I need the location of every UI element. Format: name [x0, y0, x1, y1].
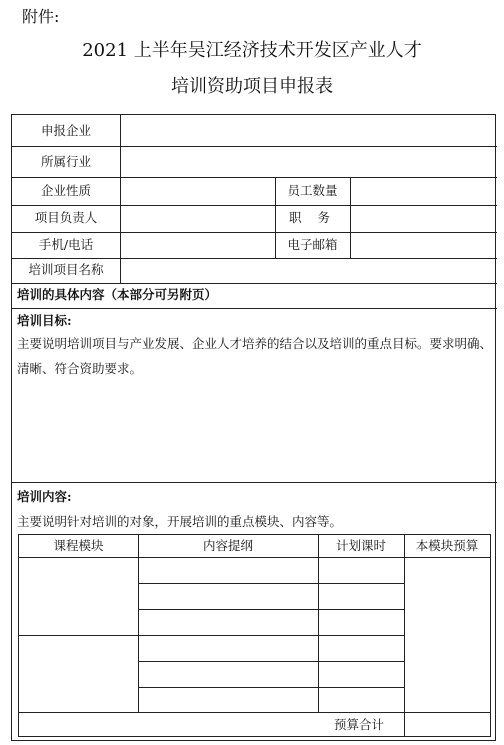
row-divider	[12, 232, 497, 233]
content-description: 主要说明针对培训的对象，开展培训的重点模块、内容等。	[17, 514, 343, 529]
table-row-divider	[138, 583, 404, 584]
table-group-divider	[19, 635, 404, 636]
table-row-divider	[138, 609, 404, 610]
row-divider	[12, 177, 497, 178]
page-title-line2: 培训资助项目申报表	[171, 76, 333, 97]
row-divider	[12, 146, 497, 147]
table-total-divider	[19, 712, 490, 713]
header-content-outline: 内容提纲	[202, 538, 253, 553]
phone-label: 手机/电话	[38, 237, 94, 252]
row-divider	[12, 308, 497, 309]
email-label: 电子邮箱	[287, 237, 338, 252]
budget-total-label: 预算合计	[334, 717, 385, 732]
header-planned-hours: 计划课时	[335, 538, 386, 553]
row-divider	[12, 283, 497, 284]
attachment-label: 附件:	[22, 7, 60, 26]
industry-label: 所属行业	[40, 154, 91, 169]
row-divider	[12, 205, 497, 206]
label-column-divider	[120, 115, 121, 283]
table-column-divider	[138, 535, 139, 712]
content-label: 培训内容:	[17, 489, 72, 504]
goal-description: 主要说明培训项目与产业发展、企业人才培养的结合以及培训的重点目标。要求明确、清晰、符合资助要求。	[17, 336, 493, 376]
application-form	[11, 114, 496, 741]
nature-label: 企业性质	[40, 183, 91, 198]
row-divider	[12, 258, 497, 259]
goal-heading: 培训目标:	[17, 313, 72, 328]
applicant-label: 申报企业	[40, 123, 91, 138]
employees-label: 员工数量	[287, 183, 338, 198]
header-course-module: 课程模块	[53, 538, 104, 553]
table-row-divider	[138, 687, 404, 688]
table-row-divider	[138, 661, 404, 662]
table-header-divider	[19, 557, 490, 558]
section-divider	[12, 482, 497, 483]
table-column-divider	[318, 535, 319, 712]
project-name-label: 培训项目名称	[28, 262, 104, 277]
content-heading: 培训的具体内容（本部分可另附页）	[17, 287, 218, 302]
module-table	[18, 534, 491, 737]
mid-column-divider	[350, 177, 351, 258]
page-title-line1: 2021 上半年吴江经济技术开发区产业人才	[82, 40, 422, 61]
leader-label: 项目负责人	[34, 210, 98, 225]
table-column-divider	[404, 535, 405, 736]
header-module-budget: 本模块预算	[415, 538, 479, 553]
position-label: 职 务	[289, 210, 336, 225]
